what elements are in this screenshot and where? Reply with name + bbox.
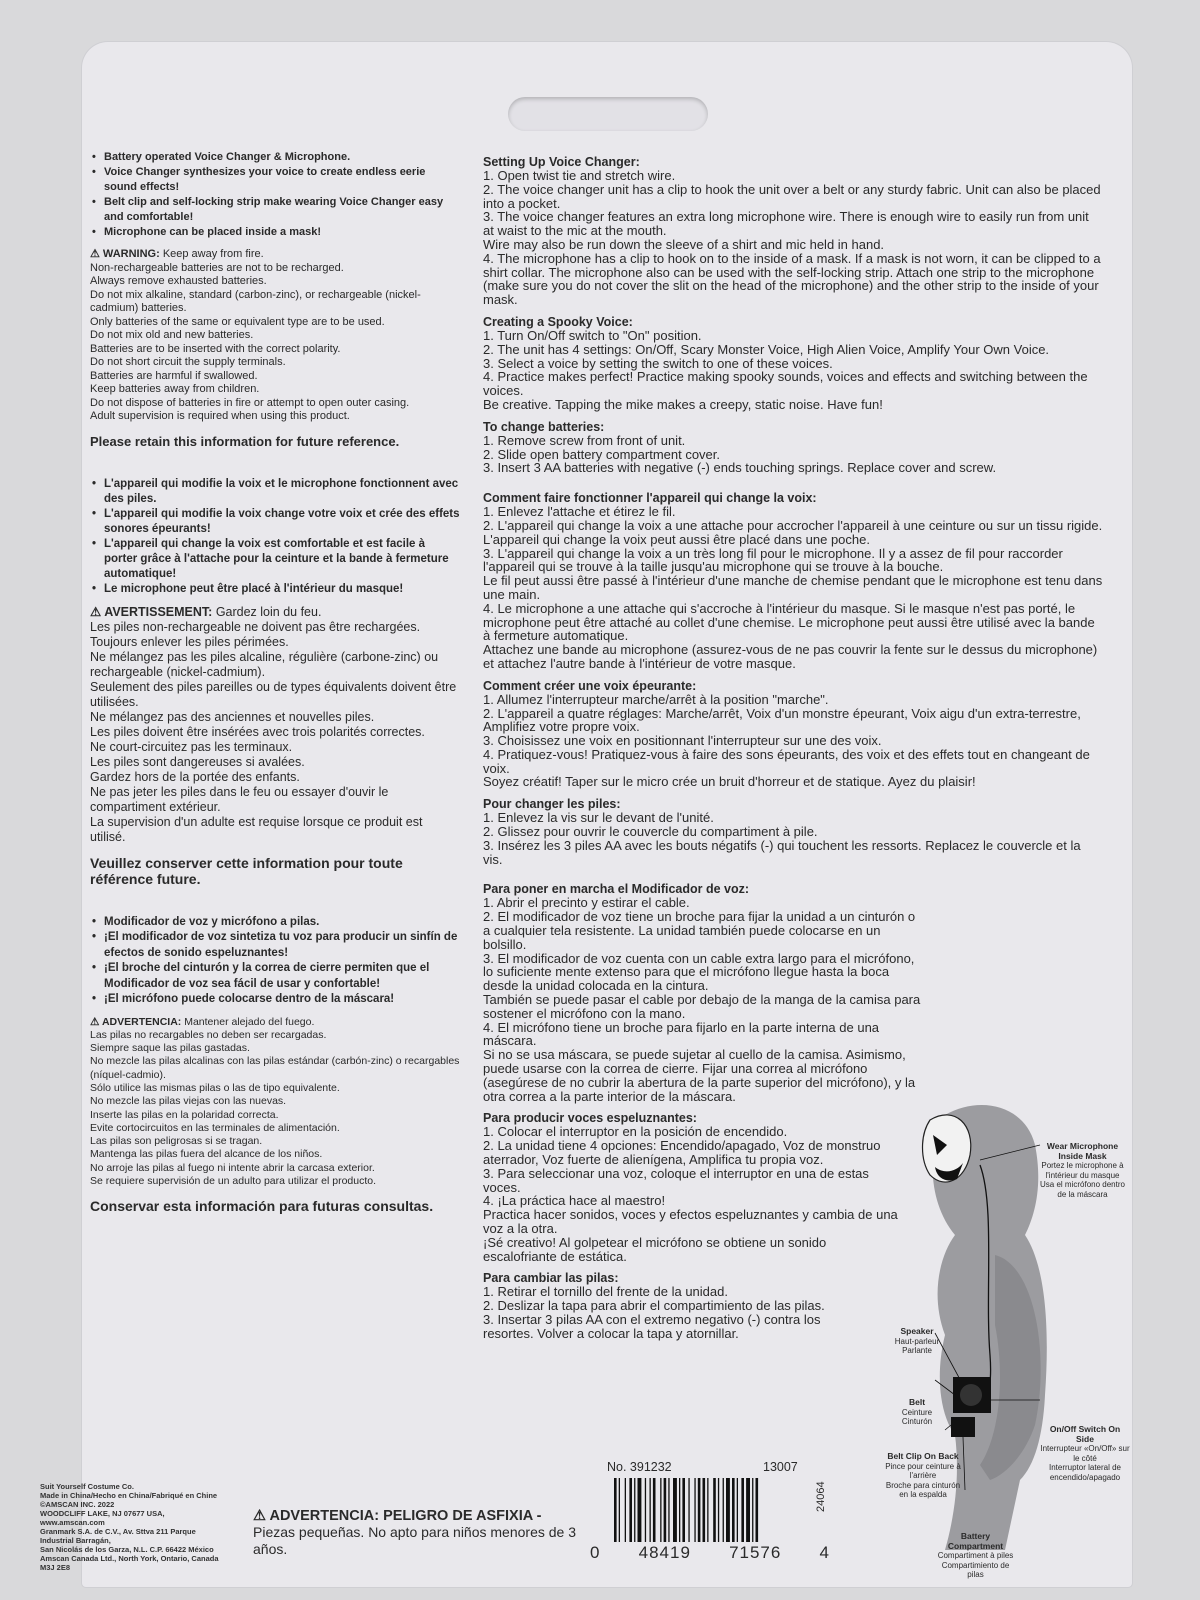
warning-line: Ne pas jeter les piles dans le feu ou essayer d'ouvir le compartiment extérieur. bbox=[90, 784, 389, 814]
barcode-bar bbox=[650, 1478, 651, 1542]
spanish-warning bbox=[90, 1016, 460, 1189]
warning-line: Do not mix alkaline, standard (carbon-zinc), or rechargeable (nickel-cadmium) batteries. bbox=[90, 288, 421, 314]
barcode-bar bbox=[752, 1478, 753, 1542]
barcode-bar bbox=[723, 1478, 724, 1542]
instruction-section bbox=[483, 315, 1103, 412]
english-features bbox=[90, 150, 460, 240]
instruction-line: 2. Slide open battery compartment cover. bbox=[483, 446, 721, 462]
warning-line: Toujours enlever les piles périmées. bbox=[90, 634, 289, 649]
instruction-line: 1. Colocar el interruptor en la posición de encendido. bbox=[483, 1124, 788, 1140]
warning-line: Keep away from fire. bbox=[162, 248, 264, 260]
upc-digits bbox=[590, 1543, 830, 1563]
warning-line: Ne mélangez pas les piles alcaline, régulière (carbone-zinc) ou rechargeable (nickel-cadmium). bbox=[90, 649, 439, 679]
instruction-line: 4. The microphone has a clip to hook on to the inside of a mask. If a mask is not worn, it can be clipped to a shirt collar. The microphone also can be used with the self-locking strip. Attach one strip to the microphone (make sure you do not cover the slit on the head of the microphone) and the other strip to the inside of your mask. bbox=[483, 250, 1101, 308]
warning-line: Gardez loin du feu. bbox=[215, 604, 322, 619]
feature-item: • ¡El micrófono puede colocarse dentro de la máscara! bbox=[90, 992, 460, 1008]
barcode-bar bbox=[718, 1478, 719, 1542]
section-title: Para cambiar las pilas: bbox=[483, 1271, 619, 1286]
instruction-line: 4. Pratiquez-vous! Pratiquez-vous à faire des sons épeurants, des voix et des effets tout en changeant de voix. bbox=[483, 746, 1090, 776]
company-line: Made in China/Hecho en China/Fabriqué en Chine bbox=[40, 1491, 218, 1500]
label-fr: Portez le microphone à l'intérieur du masque bbox=[1041, 1161, 1124, 1180]
warning-line: Gardez hors de la portée des enfants. bbox=[90, 769, 300, 784]
warning-line: Do not dispose of batteries in fire or attempt to open outer casing. bbox=[90, 396, 410, 409]
barcode-bar bbox=[707, 1478, 708, 1542]
warning-line: Sólo utilice las mismas pilas o las de tipo equivalente. bbox=[90, 1081, 340, 1094]
instruction-line: Practica hacer sonidos, voces y efectos espeluznantes y cambia de una voz a la otra. bbox=[483, 1207, 898, 1236]
instruction-section bbox=[483, 882, 923, 1103]
instruction-line: 3. Choisissez une voix en positionnant l'interrupteur sur une des voix. bbox=[483, 733, 882, 749]
instruction-line: 3. The voice changer features an extra long microphone wire. There is enough wire to easily run from unit at waist to the mic at the mouth. bbox=[483, 209, 1089, 239]
company-line: Granmark S.A. de C.V., Av. Sttva 211 Parque Industrial Barragán, bbox=[40, 1527, 196, 1545]
instruction-line: 1. Retirar el tornillo del frente de la unidad. bbox=[483, 1284, 728, 1300]
barcode-bar bbox=[629, 1478, 632, 1542]
spanish-features bbox=[90, 915, 460, 1008]
warning-line: Batteries are to be inserted with the correct polarity. bbox=[90, 342, 341, 355]
hang-hole bbox=[508, 97, 708, 131]
feature-item: • Le microphone peut être placé à l'intérieur du masque! bbox=[90, 582, 460, 597]
label-title: Battery Compartment bbox=[947, 1531, 1004, 1551]
label-es: Broche para cinturón en la espalda bbox=[885, 1480, 961, 1499]
label-fr: Interrupteur «On/Off» sur le côté bbox=[1040, 1444, 1130, 1463]
choking-warning bbox=[253, 1508, 583, 1558]
item-code: 13007 bbox=[763, 1460, 798, 1474]
warning-title: ⚠ AVERTISSEMENT: bbox=[90, 604, 213, 619]
section-title: Setting Up Voice Changer: bbox=[483, 155, 640, 169]
warning-line: Batteries are harmful if swallowed. bbox=[90, 369, 258, 382]
choke-title: ⚠ ADVERTENCIA: PELIGRO DE ASFIXIA - bbox=[253, 1508, 542, 1524]
upc-part: 4 bbox=[819, 1543, 830, 1562]
barcode-bar bbox=[698, 1478, 701, 1542]
barcode-bar bbox=[645, 1478, 646, 1542]
instruction-section bbox=[483, 1111, 903, 1263]
retain-note: Please retain this information for future reference. bbox=[90, 433, 400, 449]
instruction-line: 1. Abrir el precinto y estirar el cable. bbox=[483, 895, 690, 911]
barcode-bar bbox=[741, 1478, 744, 1542]
warning-line: Se requiere supervisión de un adulto para utilizar el producto. bbox=[90, 1175, 377, 1188]
instruction-line: 3. Insérez les 3 piles AA avec les bouts négatifs (-) qui touchent les ressorts. Replacez le couvercle et la vis. bbox=[483, 837, 1081, 867]
label-belt bbox=[887, 1398, 947, 1427]
feature-item: • L'appareil qui modifie la voix change votre voix et crée des effets sonores épeurants! bbox=[90, 507, 460, 537]
barcode-bar bbox=[737, 1478, 738, 1542]
instruction-line: 3. Para seleccionar una voz, coloque el interruptor en una de estas voces. bbox=[483, 1165, 869, 1195]
upc-part: 0 bbox=[590, 1543, 601, 1562]
instruction-line: 2. Deslizar la tapa para abrir el compartimiento de las pilas. bbox=[483, 1298, 825, 1314]
warning-line: La supervision d'un adulte est requise lorsque ce produit est utilisé. bbox=[90, 814, 423, 844]
instruction-line: 3. Insertar 3 pilas AA con el extremo negativo (-) contra los resortes. Volver a colocar la tapa y atornillar. bbox=[483, 1311, 821, 1341]
barcode-bar bbox=[703, 1478, 706, 1542]
warning-line: Keep batteries away from children. bbox=[90, 383, 260, 395]
label-es: Compartimiento de pilas bbox=[941, 1560, 1010, 1579]
instruction-line: 2. La unidad tiene 4 opciones: Encendido/apagado, Voz de monstruo aterrador, Voz fuerte de alienígena, Amplifica tu propia voz. bbox=[483, 1138, 881, 1168]
warning-line: Siempre saque las pilas gastadas. bbox=[90, 1042, 250, 1055]
feature-item: • ¡El modificador de voz sintetiza tu voz para producir un sinfín de efectos de sonido espeluznantes! bbox=[90, 930, 460, 961]
warning-line: Ne mélangez pas des anciennes et nouvelles piles. bbox=[90, 709, 375, 724]
french-features bbox=[90, 477, 460, 597]
warning-line: Do not short circuit the supply terminals. bbox=[90, 356, 286, 368]
barcode-bar bbox=[638, 1478, 642, 1542]
label-title: Belt bbox=[908, 1397, 926, 1407]
label-es: Interruptor lateral de encendido/apagado bbox=[1048, 1463, 1122, 1482]
label-speaker bbox=[882, 1327, 952, 1356]
feature-item: • Battery operated Voice Changer & Microphone. bbox=[90, 150, 460, 165]
instruction-line: 4. El micrófono tiene un broche para fijarlo en la parte interna de una máscara. bbox=[483, 1019, 880, 1049]
speaker-grille bbox=[960, 1384, 982, 1406]
barcode-bar bbox=[673, 1478, 677, 1542]
barcode-bar bbox=[653, 1478, 656, 1542]
company-line: ©AMSCAN INC. 2022 bbox=[40, 1500, 115, 1509]
barcode-bar bbox=[746, 1478, 750, 1542]
company-line: WOODCLIFF LAKE, NJ 07677 USA, www.amscan.com bbox=[40, 1509, 165, 1527]
label-es: Cinturón bbox=[901, 1417, 933, 1426]
instruction-line: 4. ¡La práctica hace al maestro! bbox=[483, 1193, 666, 1209]
warning-line: Les piles doivent être insérées avec trois polarités correctes. bbox=[90, 724, 425, 739]
barcode-bar bbox=[726, 1478, 730, 1542]
label-fr: Ceinture bbox=[901, 1407, 933, 1417]
label-wear-mic bbox=[1040, 1142, 1125, 1199]
warning-line: Las pilas no recargables no deben ser recargadas. bbox=[90, 1028, 327, 1041]
instruction-section bbox=[483, 1271, 833, 1340]
label-title: Speaker bbox=[900, 1326, 934, 1336]
instruction-section bbox=[483, 491, 1103, 671]
barcode-bar bbox=[694, 1478, 695, 1542]
feature-item: • L'appareil qui modifie la voix et le microphone fonctionnent avec des piles. bbox=[90, 477, 460, 507]
warning-line: Las pilas son peligrosas si se tragan. bbox=[90, 1135, 263, 1148]
warning-line: Evite cortocircuitos en las terminales de alimentación. bbox=[90, 1121, 340, 1134]
instruction-line: 2. Glissez pour ouvrir le couvercle du compartiment à pile. bbox=[483, 824, 818, 840]
feature-item: • ¡El broche del cinturón y la correa de cierre permiten que el Modificador de voz sea fácil de usar y confortable! bbox=[90, 961, 460, 992]
feature-item: • Voice Changer synthesizes your voice to create endless eerie sound effects! bbox=[90, 165, 460, 195]
barcode-bar bbox=[732, 1478, 735, 1542]
instruction-line: Wire may also be run down the sleeve of a shirt and mic held in hand. bbox=[483, 236, 885, 252]
instruction-line: 1. Remove screw from front of unit. bbox=[483, 432, 686, 448]
retain-note: Veuillez conserver cette information pour toute référence future. bbox=[90, 854, 403, 887]
choke-body: Piezas pequeñas. No apto para niños menores de 3 años. bbox=[253, 1524, 576, 1557]
belt-clip bbox=[951, 1417, 975, 1437]
instruction-line: 4. Le microphone a une attache qui s'accroche à l'intérieur du masque. Si le masque n'est pas porté, le microphone peut être attaché au collet d'une chemise. Le microphone peut aussi être utilisé avec la bande à fermeture automatique. bbox=[483, 600, 1095, 644]
section-title: To change batteries: bbox=[483, 419, 605, 434]
instruction-line: 2. L'appareil a quatre réglages: Marche/arrêt, Voix d'un monstre épeurant, Voix aigu d'un extra-terrestre, Amplifiez votre propre voix. bbox=[483, 705, 1081, 735]
instruction-section bbox=[483, 155, 1103, 307]
retain-note: Conservar esta información para futuras consultas. bbox=[90, 1198, 434, 1215]
barcode-bar bbox=[682, 1478, 685, 1542]
barcode-bar bbox=[688, 1478, 689, 1542]
warning-line: No mezcle las pilas viejas con las nuevas. bbox=[90, 1095, 287, 1108]
instruction-line: 1. Enlevez la vis sur le devant de l'unité. bbox=[483, 810, 714, 826]
section-title: Para poner en marcha el Modificador de voz: bbox=[483, 882, 750, 897]
warning-line: Do not mix old and new batteries. bbox=[90, 329, 254, 341]
instruction-line: 1. Turn On/Off switch to "On" position. bbox=[483, 327, 702, 343]
barcode-bar bbox=[660, 1478, 661, 1542]
section-title: Comment faire fonctionner l'appareil qui change la voix: bbox=[483, 491, 817, 506]
company-line: Suit Yourself Costume Co. bbox=[40, 1482, 134, 1491]
company-line: San Nicolás de los Garza, N.L. C.P. 66422 México bbox=[40, 1545, 214, 1554]
spanish-block bbox=[90, 915, 460, 1215]
section-title: Para producir voces espeluznantes: bbox=[483, 1111, 697, 1126]
feature-item: • L'appareil qui change la voix est comfortable et est facile à porter grâce à l'attache pour la ceinture et la bande à fermeture automatique! bbox=[90, 537, 460, 582]
warning-line: Adult supervision is required when using this product. bbox=[90, 410, 350, 422]
instruction-line: Le fil peut aussi être passé à l'intérieur d'une manche de chemise pendant que le microphone est tenu dans une main. bbox=[483, 573, 1103, 602]
label-title: On/Off Switch On Side bbox=[1049, 1424, 1121, 1444]
warning-line: Inserte las pilas en la polaridad correcta. bbox=[90, 1108, 279, 1121]
instruction-section bbox=[483, 797, 1103, 866]
warning-line: Always remove exhausted batteries. bbox=[90, 275, 267, 287]
instruction-line: ¡Sé creativo! Al golpetear el micrófono se obtiene un sonido escalofriante de estática. bbox=[483, 1234, 827, 1264]
warning-line: Seulement des piles pareilles ou de types équivalents doivent être utilisées. bbox=[90, 679, 457, 709]
french-block bbox=[90, 477, 460, 887]
instruction-line: Si no se usa máscara, se puede sujetar al cuello de la camisa. Asimismo, puede usarse con la correa de cierre. Fijar una correa al micrófono (asegúrese de no cubrir la abertura de la parte superior del micrófono), y la otra correa a la parte interior de la máscara. bbox=[483, 1047, 916, 1104]
warning-line: Only batteries of the same or equivalent type are to be used. bbox=[90, 315, 385, 328]
label-fr: Haut-parleur bbox=[894, 1336, 940, 1346]
label-es: Usa el micrófono dentro de la máscara bbox=[1040, 1180, 1125, 1199]
feature-item: • Modificador de voz y micrófono a pilas. bbox=[90, 915, 460, 931]
french-warning bbox=[90, 605, 460, 845]
barcode-bar bbox=[668, 1478, 669, 1542]
label-belt-clip bbox=[883, 1452, 963, 1500]
instruction-line: 1. Allumez l'interrupteur marche/arrêt à la position "marche". bbox=[483, 691, 829, 707]
warning-line: Non-rechargeable batteries are not to be recharged. bbox=[90, 261, 344, 274]
warning-line: Les piles sont dangereuses si avalées. bbox=[90, 754, 305, 769]
instruction-line: 2. L'appareil qui change la voix a une attache pour accrocher l'appareil à une ceinture ou sur un tissu rigide. L'appareil qui change la voix peut aussi être placé dans une poche. bbox=[483, 517, 1103, 547]
barcode-side-number: 24064 bbox=[815, 1481, 827, 1512]
upc-part: 71576 bbox=[729, 1543, 782, 1562]
instruction-line: 2. El modificador de voz tiene un broche para fijar la unidad a un cinturón o a cualquier tela resistente. La unidad también puede colocarse en un bolsillo. bbox=[483, 909, 916, 952]
instruction-line: 3. Insert 3 AA batteries with negative (-) ends touching springs. Replace cover and screw. bbox=[483, 460, 997, 476]
barcode-bar bbox=[634, 1478, 635, 1542]
section-title: Creating a Spooky Voice: bbox=[483, 314, 633, 329]
instruction-line: 1. Open twist tie and stretch wire. bbox=[483, 168, 676, 183]
barcode-bar bbox=[625, 1478, 626, 1542]
section-title: Comment créer une voix épeurante: bbox=[483, 678, 697, 693]
english-block bbox=[90, 150, 460, 449]
feature-item: • Belt clip and self-locking strip make wearing Voice Changer easy and comfortable! bbox=[90, 195, 460, 225]
barcode-bar bbox=[679, 1478, 680, 1542]
item-number: No. 391232 bbox=[607, 1460, 672, 1474]
warning-line: Les piles non-rechargeable ne doivent pas être rechargées. bbox=[90, 619, 421, 634]
instruction-section bbox=[483, 679, 1103, 790]
warning-line: Ne court-circuitez pas les terminaux. bbox=[90, 739, 293, 754]
warning-line: Mantener alejado del fuego. bbox=[184, 1015, 315, 1028]
label-switch bbox=[1040, 1425, 1130, 1482]
instruction-line: 4. Practice makes perfect! Practice making spooky sounds, voices and effects and switching between the voices. bbox=[483, 369, 1088, 399]
label-es: Parlante bbox=[902, 1346, 932, 1355]
barcode-icon bbox=[612, 1478, 807, 1542]
barcode-bar bbox=[664, 1478, 667, 1542]
instruction-line: 1. Enlevez l'attache et étirez le fil. bbox=[483, 504, 676, 520]
warning-line: No arroje las pilas al fuego ni intente abrir la carcasa exterior. bbox=[90, 1161, 375, 1174]
instruction-line: Be creative. Tapping the mike makes a creepy, static noise. Have fun! bbox=[483, 396, 883, 412]
label-title: Wear Microphone Inside Mask bbox=[1046, 1141, 1119, 1161]
warning-line: No mezcle las pilas alcalinas con las pilas estándar (carbón-zinc) o recargables (níquel-cadmio). bbox=[90, 1055, 460, 1081]
instruction-line: 3. El modificador de voz cuenta con un cable extra largo para el micrófono, lo suficiente mente extenso para que el micrófono llegue hasta la boca desde la unidad colocada en la cintura. bbox=[483, 950, 915, 994]
label-fr: Pince pour ceinture à l'arrière bbox=[885, 1461, 961, 1480]
instruction-line: También se puede pasar el cable por debajo de la manga de la camisa para sostener el micrófono con la mano. bbox=[483, 992, 921, 1021]
barcode-bar bbox=[614, 1478, 617, 1542]
label-battery bbox=[933, 1532, 1018, 1580]
left-column bbox=[90, 150, 460, 1242]
instruction-line: Attachez une bande au microphone (assurez-vous de ne pas couvrir la fente sur le dessus du microphone) et attachez l'autre bande à l'intérieur de votre masque. bbox=[483, 642, 1098, 671]
label-fr: Compartiment à piles bbox=[937, 1551, 1014, 1560]
barcode-bar bbox=[713, 1478, 716, 1542]
feature-item: • Microphone can be placed inside a mask! bbox=[90, 225, 460, 240]
instruction-line: Soyez créatif! Taper sur le micro crée un bruit d'horreur et de statique. Ayez du plaisir! bbox=[483, 774, 976, 790]
instruction-line: 3. Select a voice by setting the switch to one of these voices. bbox=[483, 355, 833, 371]
instruction-line: 2. The unit has 4 settings: On/Off, Scary Monster Voice, High Alien Voice, Amplify Your Own Voice. bbox=[483, 341, 1050, 357]
warning-title: ⚠ ADVERTENCIA: bbox=[90, 1015, 182, 1028]
warning-line: Mantenga las pilas fuera del alcance de los niños. bbox=[90, 1148, 323, 1161]
instruction-line: 3. L'appareil qui change la voix a un très long fil pour le microphone. Il y a assez de fil pour raccorder l'appareil qui se trouve à la taille jusqu'au microphone qui se trouve à la bouche. bbox=[483, 545, 1063, 575]
warning-title: ⚠ WARNING: bbox=[90, 248, 160, 260]
barcode-bar bbox=[756, 1478, 759, 1542]
barcode-bar bbox=[619, 1478, 620, 1542]
label-title: Belt Clip On Back bbox=[887, 1451, 959, 1461]
upc-part: 48419 bbox=[638, 1543, 691, 1562]
company-line: Amscan Canada Ltd., North York, Ontario, Canada M3J 2E8 bbox=[40, 1554, 219, 1572]
instruction-line: 2. The voice changer unit has a clip to hook the unit over a belt or any sturdy fabric. Unit can also be placed into a pocket. bbox=[483, 181, 1101, 211]
english-warning bbox=[90, 248, 460, 424]
section-title: Pour changer les piles: bbox=[483, 797, 621, 812]
instruction-section bbox=[483, 420, 1103, 475]
company-info bbox=[40, 1482, 230, 1572]
